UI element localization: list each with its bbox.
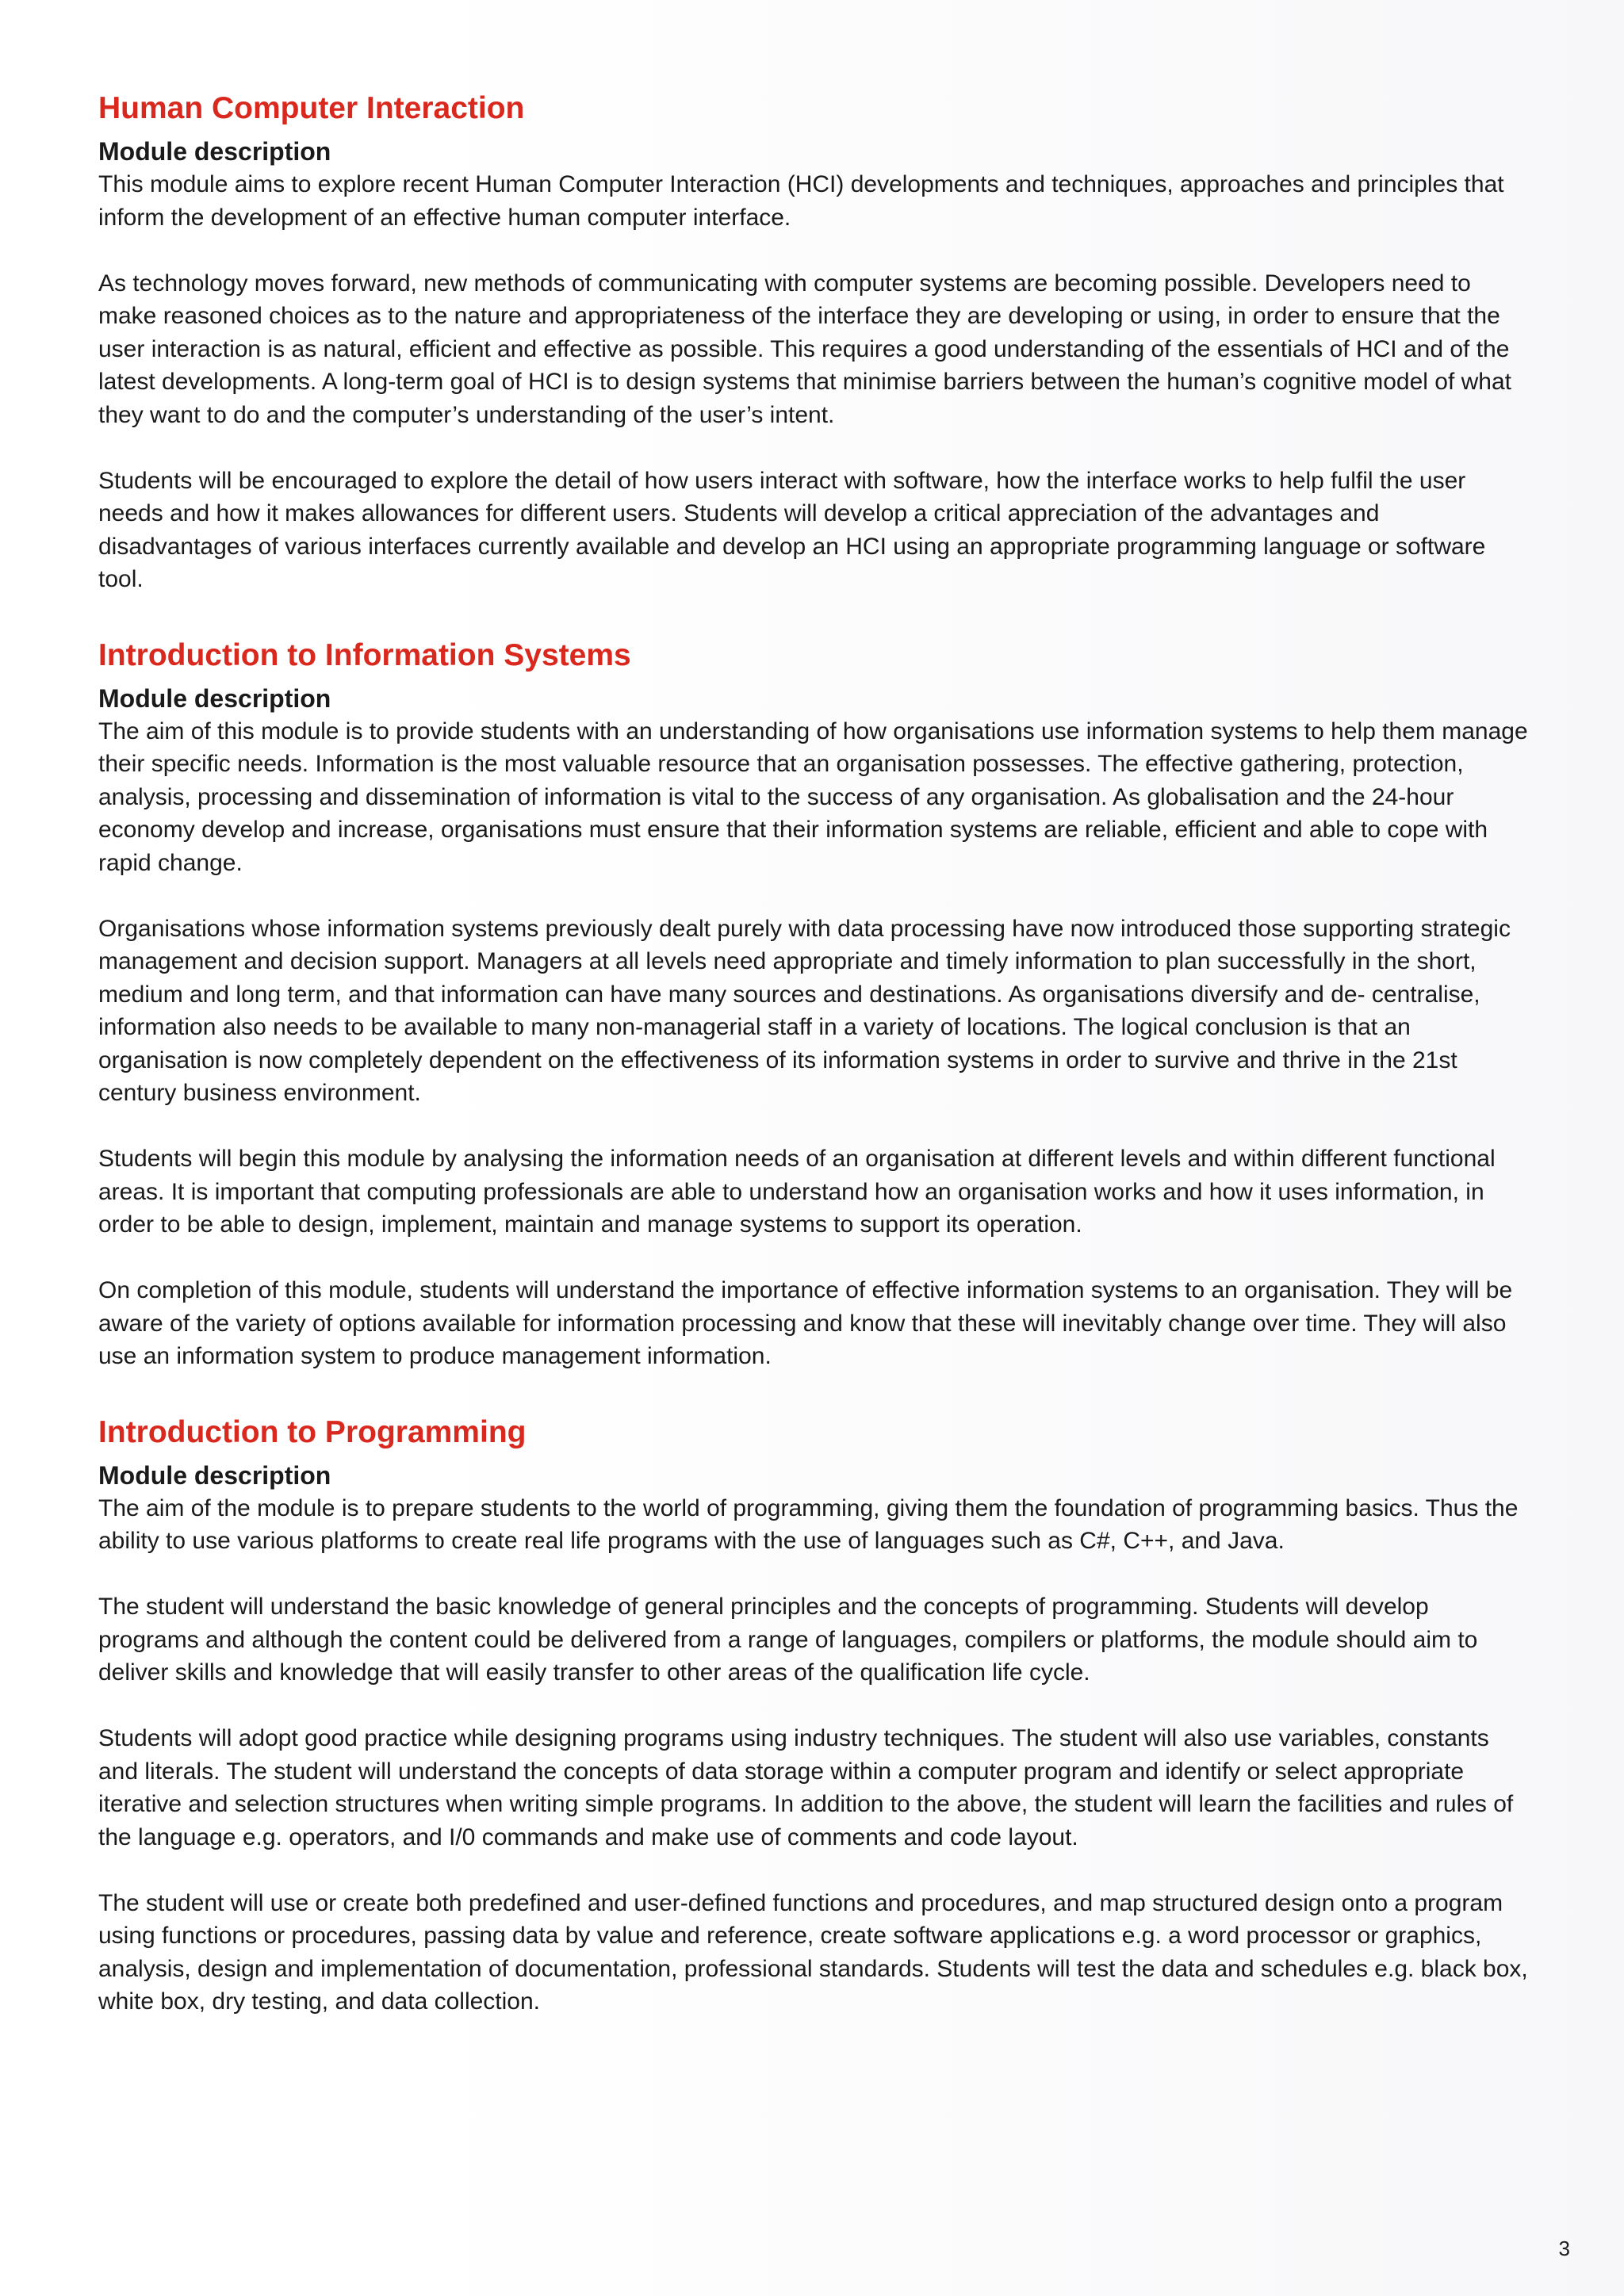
module-paragraph: As technology moves forward, new methods of communicating with computer systems are becoming possible. Developers need to make reasoned choices as to the nature and appropriateness of the interface they are developing or using, in order to ensure that the user interaction is as natural, efficient and effective as possible. This requires a good understanding of the essentials of HCI and of the latest developments. A long-term goal of HCI is to design systems that minimise barriers between the human’s cognitive model of what they want to do and the computer’s understanding of the user’s intent. — [98, 270, 1511, 428]
module-title: Introduction to Information Systems — [98, 637, 631, 672]
module-paragraph: This module aims to explore recent Human Computer Interaction (HCI) developments and techniques, approaches and principles that inform the development of an effective human computer interface. — [98, 171, 1504, 231]
module-paragraph: Organisations whose information systems previously dealt purely with data processing have now introduced those supporting strategic management and decision support. Managers at all levels need appropriate and timely information to plan successfully in the short, medium and long term, and that information can have many sources and destinations. As organisations diversify and de- centralise, information also needs to be available to many non-managerial staff in a variety of locations. The logical conclusion is that an organisation is now completely dependent on the effectiveness of its information systems in order to survive and thrive in the 21st century business environment. — [98, 915, 1511, 1106]
module-description-heading: Module description — [98, 1460, 331, 1490]
module-paragraph: The aim of the module is to prepare students to the world of programming, giving them the foundation of programming basics. Thus the ability to use various platforms to create real life programs with the use of languages such as C#, C++, and Java. — [98, 1494, 1519, 1554]
module-paragraph: Students will adopt good practice while designing programs using industry techniques. The student will also use variables, constants and literals. The student will understand the concepts of data storage within a computer program and identify or select appropriate iterative and selection structures when writing simple programs. In addition to the above, the student will learn the facilities and rules of the language e.g. operators, and I/0 commands and make use of comments and code layout. — [98, 1725, 1514, 1850]
module-paragraph: On completion of this module, students will understand the importance of effective information systems to an organisation. They will be aware of the variety of options available for information processing and know that these will inevitably change over time. They will also use an information system to produce management information. — [98, 1277, 1513, 1369]
module-human-computer-interaction — [98, 89, 1534, 596]
module-title: Human Computer Interaction — [98, 91, 525, 125]
module-paragraph: Students will begin this module by analysing the information needs of an organisation at different levels and within different functional areas. It is important that computing professionals are able to understand how an organisation works and how it uses information, in order to be able to design, implement, maintain and manage systems to support its operation. — [98, 1146, 1496, 1238]
page-number: 3 — [1558, 2237, 1570, 2260]
module-title: Introduction to Programming — [98, 1414, 527, 1449]
module-introduction-to-programming — [98, 1413, 1534, 2019]
module-paragraph: The aim of this module is to provide students with an understanding of how organisations use information systems to help them manage their specific needs. Information is the most valuable resource that an organisation possesses. The effective gathering, protection, analysis, processing and dissemination of information is vital to the success of any organisation. As globalisation and the 24-hour economy develop and increase, organisations must ensure that their information systems are reliable, efficient and able to cope with rapid change. — [98, 718, 1528, 876]
module-paragraph: The student will use or create both predefined and user-defined functions and procedures, and map structured design onto a program using functions or procedures, passing data by value and reference, create software applications e.g. a word processor or graphics, analysis, design and implementation of documentation, professional standards. Students will test the data and schedules e.g. black box, white box, dry testing, and data collection. — [98, 1889, 1528, 2015]
page-content — [98, 89, 1534, 2058]
module-paragraph: Students will be encouraged to explore the detail of how users interact with software, how the interface works to help fulfil the user needs and how it makes allowances for different users. Students will develop a critical appreciation of the advantages and disadvantages of various interfaces currently available and develop an HCI using an appropriate programming language or software tool. — [98, 467, 1486, 592]
module-introduction-to-information-systems — [98, 636, 1534, 1373]
module-description-heading: Module description — [98, 137, 331, 166]
module-description-heading: Module description — [98, 683, 331, 713]
module-paragraph: The student will understand the basic knowledge of general principles and the concepts of programming. Students will develop programs and although the content could be delivered from a range of languages, compilers or platforms, the module should aim to deliver skills and knowledge that will easily transfer to other areas of the qualification life cycle. — [98, 1594, 1478, 1686]
